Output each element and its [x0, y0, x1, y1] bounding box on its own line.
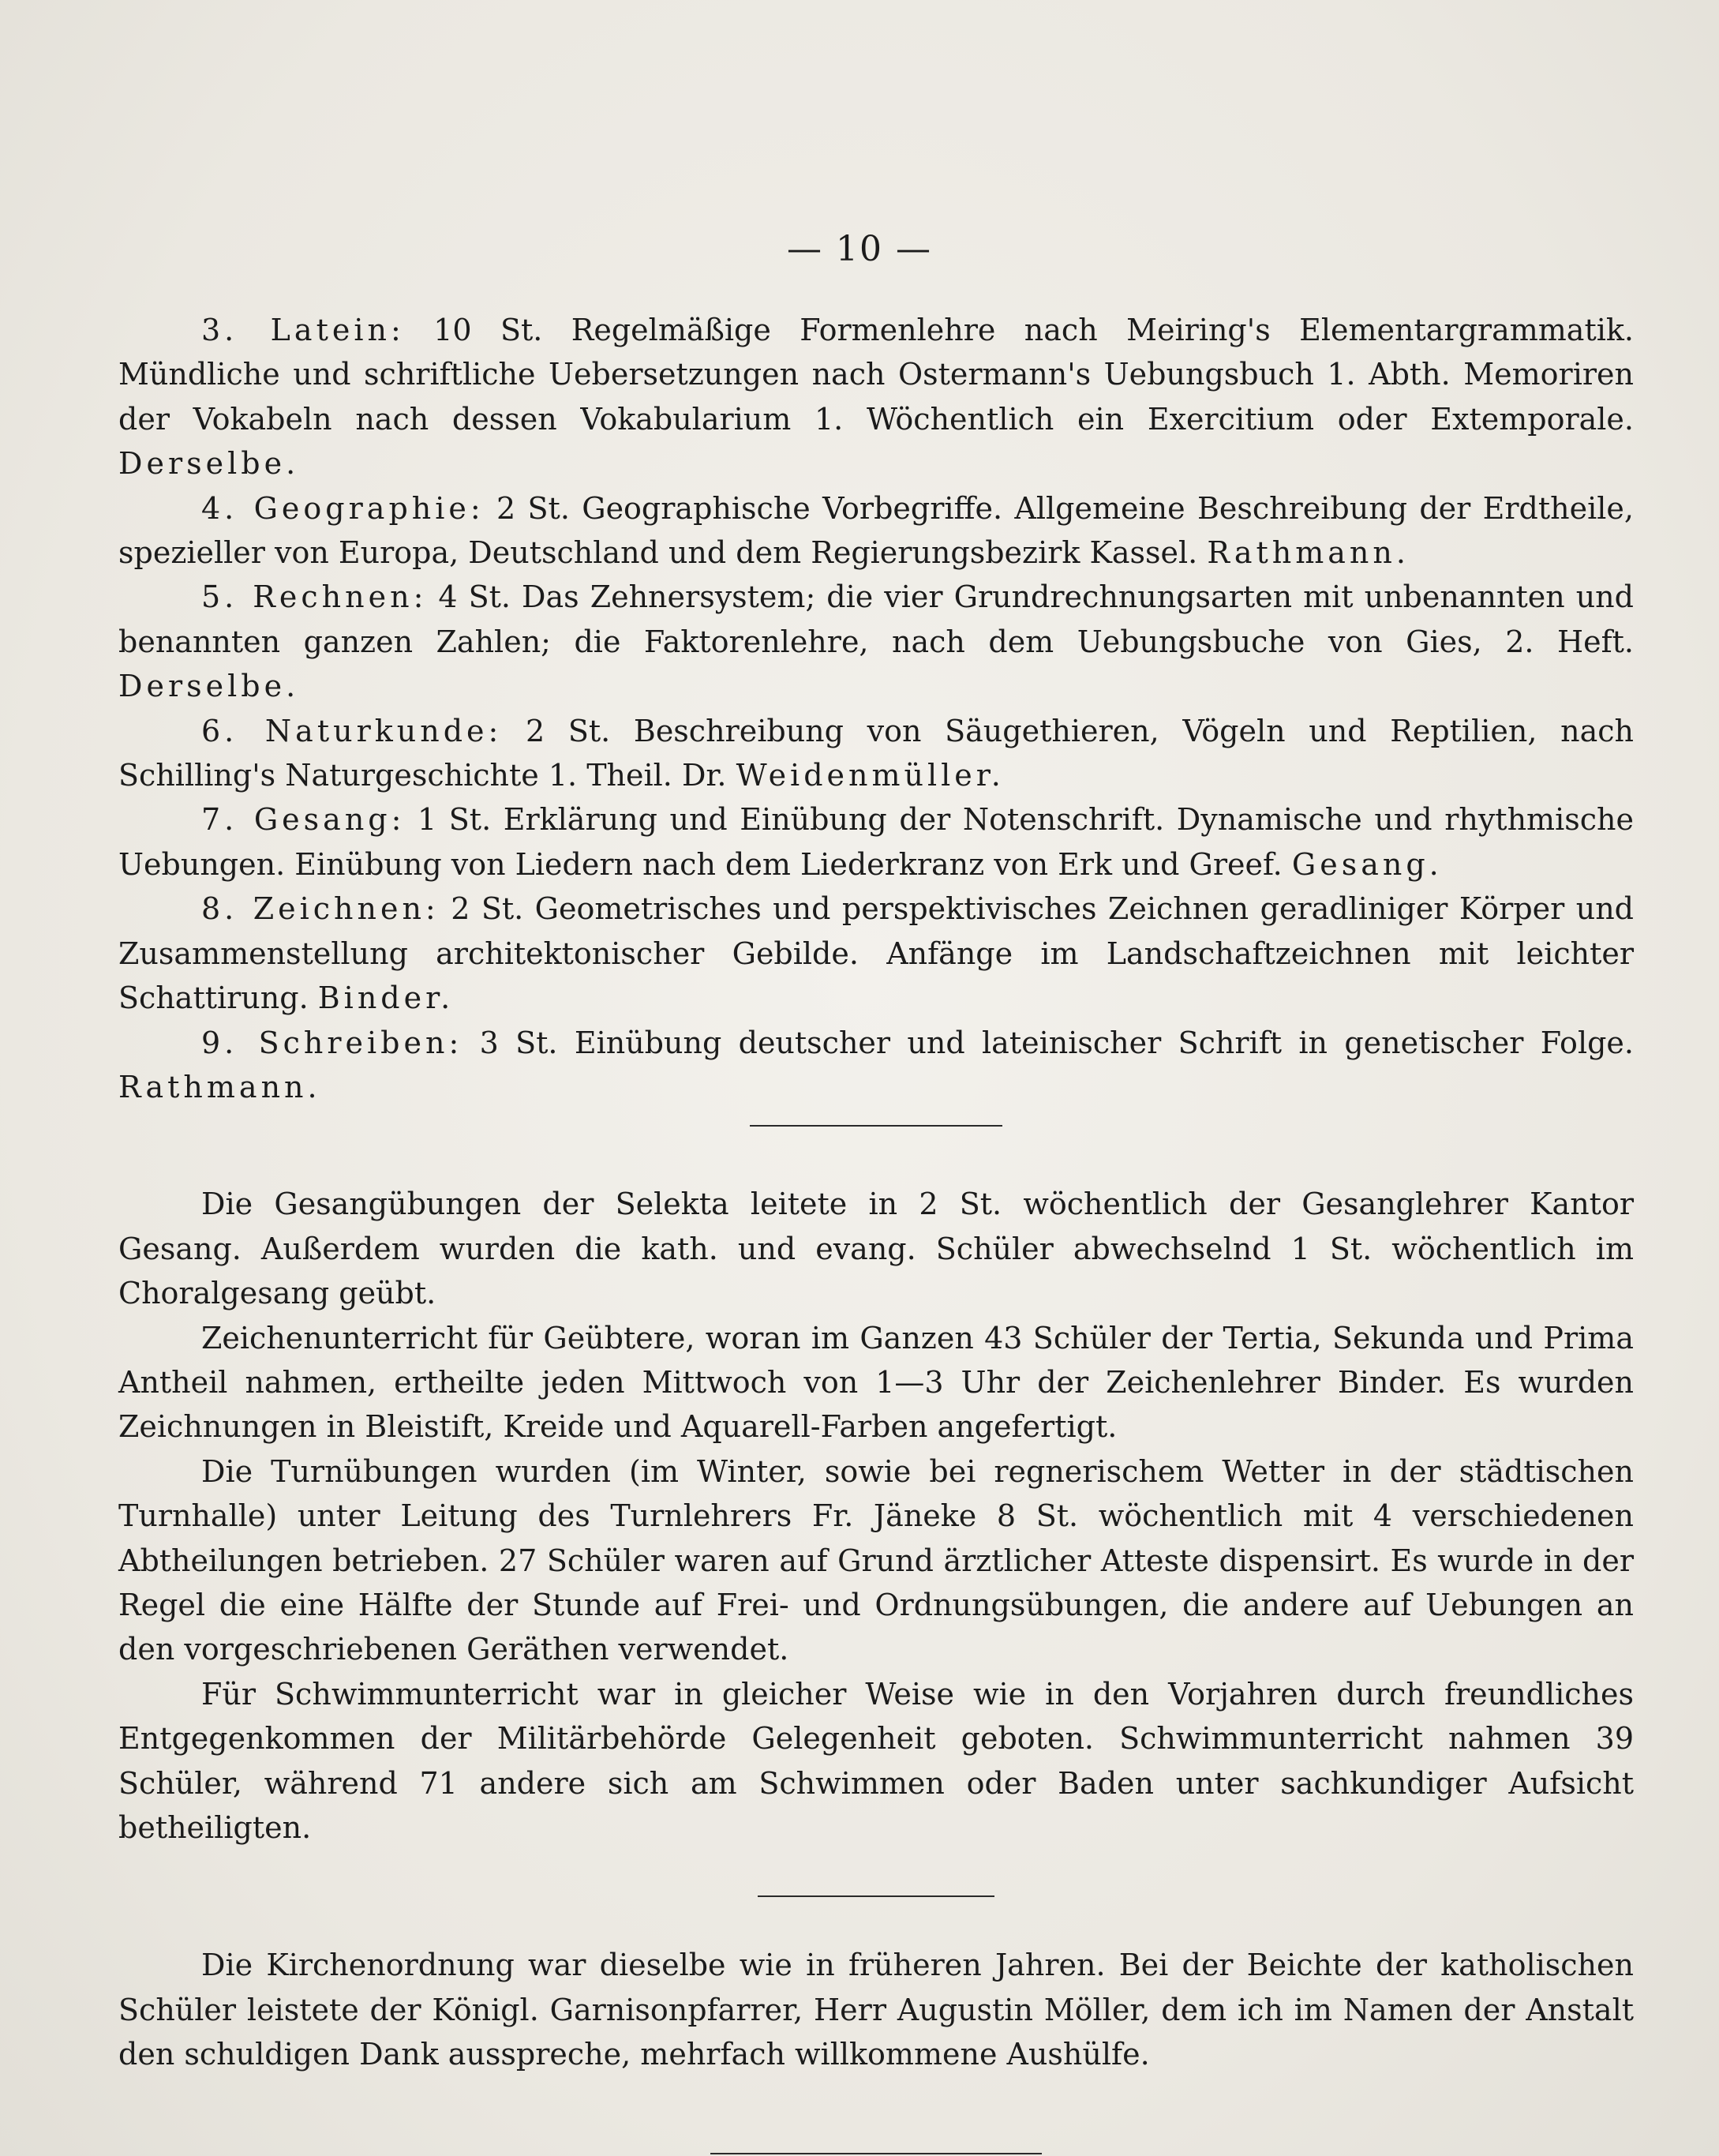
subject-heading: 7. Gesang:	[201, 802, 406, 838]
subject-natural-science	[118, 709, 1634, 798]
subject-teacher: Derselbe.	[118, 669, 300, 704]
subject-drawing	[118, 887, 1634, 1020]
subject-singing	[118, 797, 1634, 887]
page-number: — 10 —	[787, 229, 932, 269]
subject-text: 3 St. Einübung deutscher und lateinischer Schrift in genetischer Folge.	[479, 1025, 1634, 1060]
paragraph-church: Die Kirchenordnung war dieselbe wie in früheren Jahren. Bei der Beichte der katholischen Schüler leistete der Königl. Garnisonpfarrer, Herr Augustin Möller, dem ich im Namen der Anstalt den schuldigen Dank ausspreche, mehrfach willkommene Aushülfe.	[118, 1948, 1634, 2072]
subject-teacher: Derselbe.	[118, 446, 300, 482]
subject-writing	[118, 1021, 1634, 1110]
subject-latin	[118, 308, 1634, 486]
section-divider	[750, 1125, 1002, 1127]
subject-text: 2 St. Geographische Vorbegriffe. Allgemeine Beschreibung der Erdtheile, spezieller von Europa, Deutschland und dem Regierungsbezirk Kassel.	[118, 490, 1634, 571]
subject-text: 10 St. Regelmäßige Formenlehre nach Meiring's Elementargrammatik. Mündliche und schriftliche Uebersetzungen nach Ostermann's Uebungsbuch 1. Abth. Memoriren der Vokabeln nach dessen Vokabularium 1. Wöchentlich ein Exercitium oder Extemporale.	[118, 313, 1634, 437]
paragraph-singing-exercises: Die Gesangübungen der Selekta leitete in 2 St. wöchentlich der Gesanglehrer Kantor Gesang. Außerdem wurden die kath. und evang. Schüler abwechselnd 1 St. wöchentlich im Choralgesang geübt.	[118, 1187, 1634, 1311]
subject-text: 1 St. Erklärung und Einübung der Notenschrift. Dynamische und rhythmische Uebungen. Einübung von Liedern nach dem Liederkranz von Erk und Greef.	[118, 802, 1634, 882]
subject-teacher: Gesang.	[1291, 846, 1443, 882]
subject-heading: 8. Zeichnen:	[201, 891, 440, 927]
subject-heading: 9. Schreiben:	[201, 1025, 463, 1060]
subject-arithmetic	[118, 575, 1634, 708]
subject-text: 2 St. Geometrisches und perspektivisches Zeichnen geradliniger Körper und Zusammenstellung architektonischer Gebilde. Anfänge im Landschaftzeichnen mit leichter Schattirung.	[118, 891, 1635, 1016]
subject-heading: 6. Naturkunde:	[201, 713, 503, 748]
page-body	[118, 308, 1634, 2154]
paragraph-gymnastics: Die Turnübungen wurden (im Winter, sowie bei regnerischem Wetter in der städtischen Turnhalle) unter Leitung des Turnlehrers Fr. Jäneke 8 St. wöchentlich mit 4 verschiedenen Abtheilungen betrieben. 27 Schüler waren auf Grund ärztlicher Atteste dispensirt. Es wurde in der Regel die eine Hälfte der Stunde auf Frei- und Ordnungsübungen, die andere auf Uebungen an den vorgeschriebenen Geräthen verwendet.	[118, 1453, 1634, 1667]
subject-geography	[118, 486, 1634, 576]
subject-heading: 5. Rechnen:	[201, 579, 428, 615]
paragraph-swimming: Für Schwimmunterricht war in gleicher Weise wie in den Vorjahren durch freundliches Entgegenkommen der Militärbehörde Gelegenheit geboten. Schwimmunterricht nahmen 39 Schüler, während 71 andere sich am Schwimmen oder Baden unter sachkundiger Aufsicht betheiligten.	[118, 1676, 1634, 1845]
subject-heading: 3. Latein:	[201, 313, 405, 347]
subject-teacher: Binder.	[317, 981, 455, 1016]
subject-teacher: Rathmann.	[118, 1069, 321, 1104]
subject-text: 4 St. Das Zehnersystem; die vier Grundrechnungsarten mit unbenannten und benannten ganzen Zahlen; die Faktorenlehre, nach dem Uebungsbuche von Gies, 2. Heft.	[118, 579, 1634, 659]
section-divider	[710, 2153, 1042, 2154]
subject-teacher: Weidenmüller.	[736, 758, 1005, 793]
subject-text: 2 St. Beschreibung von Säugethieren, Vögeln und Reptilien, nach Schilling's Naturgeschichte 1. Theil. Dr.	[118, 713, 1634, 793]
subject-heading: 4. Geographie:	[201, 490, 485, 526]
subject-teacher: Rathmann.	[1207, 535, 1410, 571]
section-divider	[758, 1895, 994, 1897]
paragraph-drawing-lessons: Zeichenunterricht für Geübtere, woran im Ganzen 43 Schüler der Tertia, Sekunda und Prima Antheil nahmen, ertheilte jeden Mittwoch von 1—3 Uhr der Zeichenlehrer Binder. Es wurden Zeichnungen in Bleistift, Kreide und Aquarell-Farben angefertigt.	[118, 1320, 1634, 1445]
